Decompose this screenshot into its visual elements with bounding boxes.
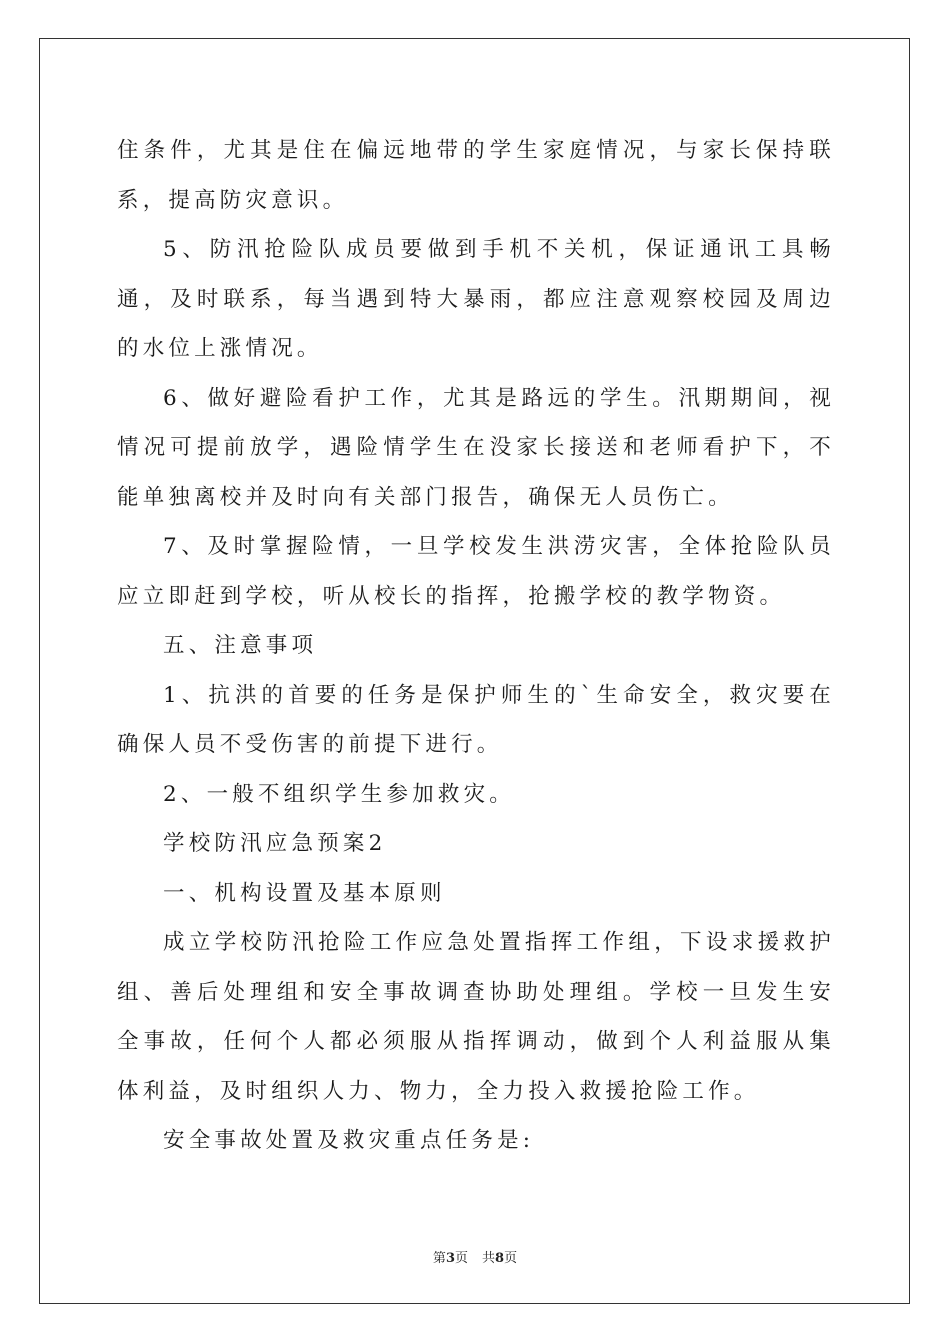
total-page-count: 8 xyxy=(495,1251,505,1266)
current-page-number: 3 xyxy=(445,1251,455,1266)
footer-total-suffix: 页 xyxy=(504,1251,518,1266)
section-heading: 五、注意事项 xyxy=(163,633,318,658)
document-title: 学校防汛应急预案2 xyxy=(163,831,387,856)
paragraph: 2、一般不组织学生参加救灾。 xyxy=(163,781,515,807)
paragraph: 住条件，尤其是住在偏远地带的学生家庭情况，与家长保持联系，提高防灾意识。 xyxy=(117,138,835,213)
footer-prefix: 第 xyxy=(432,1251,446,1266)
page-footer xyxy=(0,1247,950,1266)
paragraph: 5、防汛抢险队成员要做到手机不关机，保证通讯工具畅通，及时联系，每当遇到特大暴雨，都应注意观察校园及周边的水位上涨情况。 xyxy=(117,237,835,361)
document-body xyxy=(117,126,835,1166)
paragraph: 7、及时掌握险情，一旦学校发生洪涝灾害，全体抢险队员应立即赶到学校，听从校长的指挥，抢搬学校的教学物资。 xyxy=(117,534,835,609)
section-heading: 一、机构设置及基本原则 xyxy=(163,880,446,906)
paragraph: 1、抗洪的首要的任务是保护师生的`生命安全，救灾要在确保人员不受伤害的前提下进行。 xyxy=(117,682,835,757)
paragraph: 6、做好避险看护工作，尤其是路远的学生。汛期期间，视情况可提前放学，遇险情学生在没家长接送和老师看护下，不能单独离校并及时向有关部门报告，确保无人员伤亡。 xyxy=(117,385,835,510)
footer-page-suffix: 页 xyxy=(454,1251,468,1266)
footer-total-prefix: 共 xyxy=(482,1251,496,1266)
paragraph: 成立学校防汛抢险工作应急处置指挥工作组，下设求援救护组、善后处理组和安全事故调查协助处理组。学校一旦发生安全事故，任何个人都必须服从指挥调动，做到个人利益服从集体利益，及时组织人力、物力，全力投入救援抢险工作。 xyxy=(117,930,835,1104)
paragraph: 安全事故处置及救灾重点任务是: xyxy=(163,1128,535,1153)
